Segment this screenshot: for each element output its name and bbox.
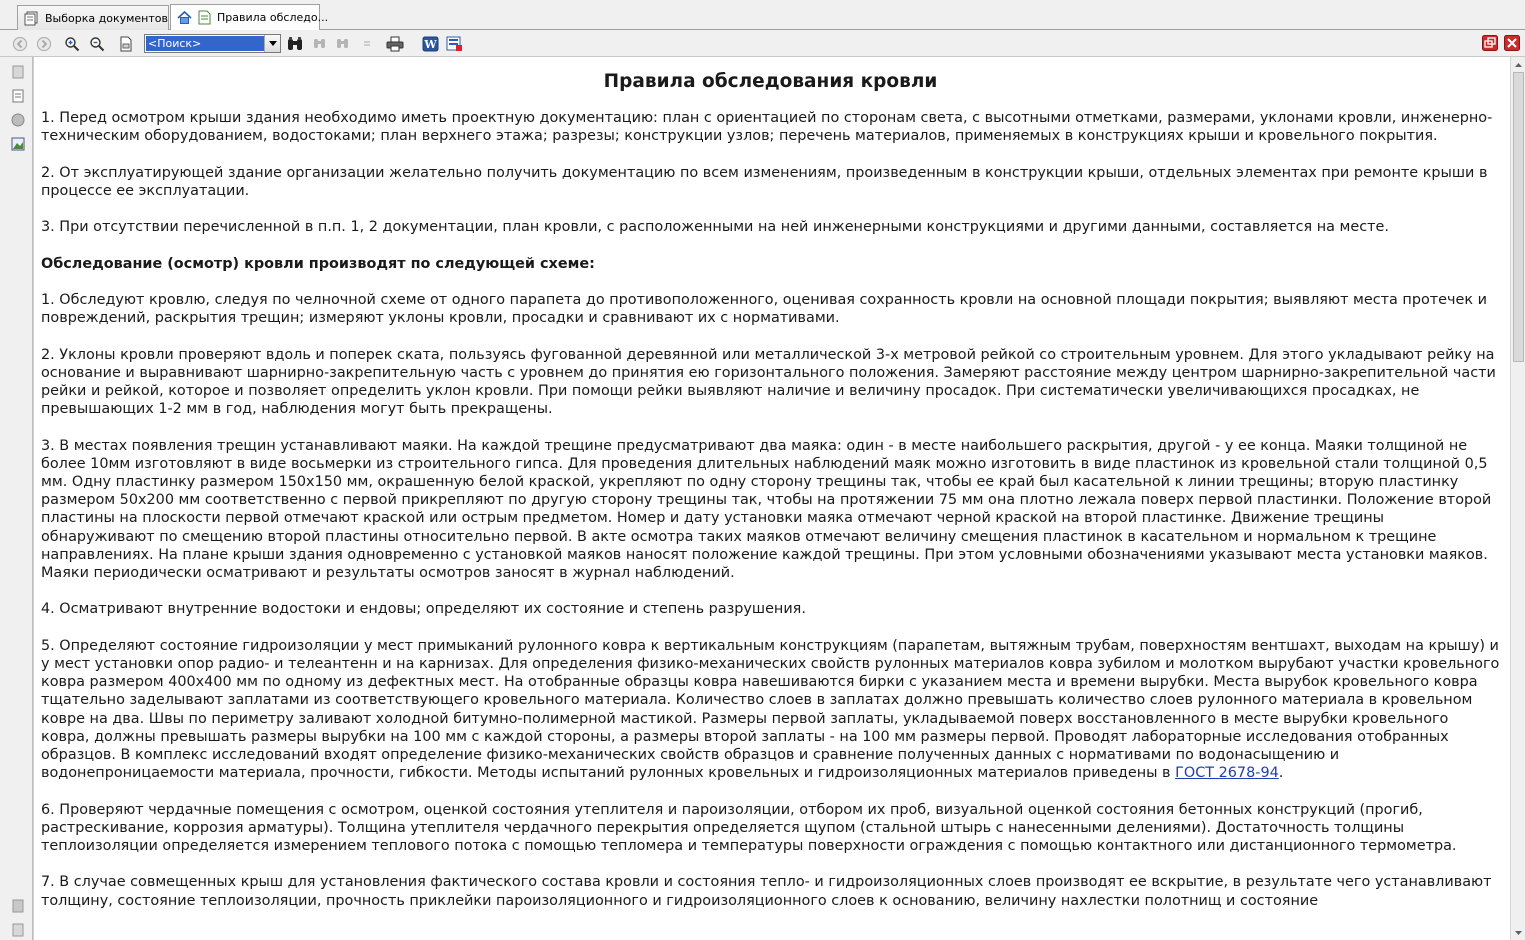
restore-window-button[interactable] xyxy=(1481,35,1498,51)
find-next-icon xyxy=(335,36,351,52)
binoculars-icon xyxy=(286,36,304,52)
paragraph: 2. От эксплуатирующей здание организации желательно получить документацию по всем изменениям, произведенным в конструкции крыши, отдельных элементах при ремонте крыши в процессе ее эксплуатации. xyxy=(41,164,1488,199)
zoom-in-button[interactable] xyxy=(62,34,82,54)
gost-link[interactable]: ГОСТ 2678-94 xyxy=(1175,765,1279,782)
find-next-button[interactable] xyxy=(333,34,353,54)
paragraph xyxy=(41,637,1500,783)
paragraph: 7. В случае совмещенных крыш для установления фактического состава кровли и состояния тепло- и гидроизоляционных слоев производят ее вскрытие, в результате чего устанавливают толщину, состояние теплоизоляции, прочность приклейки пароизоляционного и гидроизоляционного слоев к основанию, величину нахлестки полотнищ и состояние xyxy=(41,874,1492,909)
word-icon xyxy=(422,36,439,52)
chevron-up-icon xyxy=(1515,63,1522,67)
tab-label: Выборка документов xyxy=(45,11,168,25)
chevron-down-icon xyxy=(269,41,277,46)
home-icon xyxy=(177,10,192,25)
document-stack-icon xyxy=(24,11,39,26)
page-setup-button[interactable] xyxy=(116,34,136,54)
search-dropdown-button[interactable] xyxy=(264,35,280,52)
paragraph: 3. В местах появления трещин устанавливают маяки. На каждой трещине предусматривают два маяка: один - в месте наибольшего раскрытия, другой - у ее конца. Маяки толщиной не более 10мм изготовляют в виде восьмерки из строительного гипса. Для проведения длительных наблюдений маяк можно изготовить в виде пластинок из кровельной стали толщиной 0,5 мм. Одну пластинку размером 150х150 мм, окрашенную белой краской, укрепляют по одну сторону трещины так, чтобы ее край был касательной к линии трещины; вторую пластинку размером 50х200 мм соответственно с первой прикрепляют по другую сторону трещины так, чтобы на протяжении 75 мм она плотно лежала поверх первой пластинки. Положение второй пластины на плоскости первой отмечают краской или острым предметом. Номер и дату установки маяка отмечают черной краской на второй пластинке. Движение трещины обнаруживают по смещению второй пластины относительно первой. В акте осмотра таких маяков отмечают величину смещения пластинок в касательном и нормальном к трещине направлениях. На плане крыши здания одновременно с установкой маяков наносят положение каждой трещины. При этом условными обозначениями указывают места установки маяков. Маяки периодически осматривают и результаты осмотров заносят в журнал наблюдений. xyxy=(41,437,1492,581)
panel-icon xyxy=(12,65,24,79)
bookmark-icon xyxy=(446,36,463,52)
panel-icon xyxy=(12,923,24,937)
paragraph: 4. Осматривают внутренние водостоки и ендовы; определяют их состояние и степень разрушения. xyxy=(41,601,806,618)
paragraph-text: 5. Определяют состояние гидроизоляции у мест примыканий рулонного ковра к вертикальным конструкциям (парапетам, вытяжным трубам, поверхностям вентшахт, выходам на крышу) и у мест установки опор радио- и телеантенн и на карнизах. Для определения физико-механических свойств рулонных материалов ковра зубилом и молотком вырубают участки кровельного ковра размером 400х400 мм по одному из дефектных мест. На отобранные образцы ковра навешиваются бирки с указанием места и времени вырубки. Места вырубок кровельного ковра тщательно заделывают заплатами из соответствующего кровельного материала. Количество слоев в заплатах должно превышать количество слоев рулонного материала в кровельном ковре на два. Швы по периметру заливают холодной битумно-полимерной мастикой. Размеры первой заплаты, укладываемой поверх восстановленного в месте вырубки кровельного ковра, должны превышать размеры вырубки на 100 мм с каждой стороны, а размеры второй заплаты - на 100 мм размеры первой. Проводят лабораторные исследования отобранных образцов. В комплекс исследований входят определение физико-механических свойств образцов и сравнение полученных данных с нормативами по водонасыщению и водонепроницаемости материала, прочности, гибкости. Методы испытаний рулонных кровельных и гидроизоляционных материалов приведены в xyxy=(41,637,1500,782)
comment-icon xyxy=(11,113,25,127)
document-view xyxy=(33,57,1510,940)
tab-roof-rules[interactable] xyxy=(170,4,329,30)
vertical-scrollbar[interactable] xyxy=(1510,57,1525,940)
document-info-icon xyxy=(12,89,24,103)
panel-icon xyxy=(12,899,24,913)
close-icon xyxy=(1504,35,1520,51)
find-previous-icon xyxy=(312,36,328,52)
find-prev-button[interactable] xyxy=(310,34,330,54)
zoom-out-button[interactable] xyxy=(87,34,107,54)
section-heading: Обследование (осмотр) кровли производят по следующей схеме: xyxy=(41,255,595,272)
chevron-down-icon xyxy=(1515,931,1522,935)
paragraph: 2. Уклоны кровли проверяют вдоль и поперек ската, пользуясь фугованной деревянной или металлической 3-х метровой рейкой со строительным уровнем. Для этого укладывают рейку на основание и выравнивают шарнирно-закрепительную часть с уровнем до принятия ею горизонтального положения. Замеряют расстояние между центром шарнирно-закрепительной части рейки и рейкой, которое и позволяет определить уклон кровли. При помощи рейки выявляют наличие и величину просадок. При систематически увеличивающихся просадках, не превышающих 1-2 мм в год, наблюдения могут быть прекращены. xyxy=(41,346,1496,418)
search-combobox[interactable] xyxy=(144,34,281,53)
bookmark-button[interactable] xyxy=(444,34,464,54)
doc-info-button[interactable] xyxy=(11,89,25,103)
back-button[interactable] xyxy=(10,34,30,54)
picture-icon xyxy=(11,137,25,151)
forward-icon xyxy=(36,36,52,52)
find-button[interactable] xyxy=(285,34,305,54)
image-button[interactable] xyxy=(11,137,25,151)
comment-button[interactable] xyxy=(11,113,25,127)
tab-document-selection[interactable] xyxy=(17,5,169,30)
paragraph: 3. При отсутствии перечисленной в п.п. 1, 2 документации, план кровли, с расположенными на ней инженерными конструкциями и другими данными, составляется на месте. xyxy=(41,219,1389,236)
paragraph: 1. Обследуют кровлю, следуя по челночной схеме от одного парапета до противоположенного, оценивая сохранность кровли на основной площади покрытия; выявляют места протечек и повреждений, раскрытия трещин; измеряют уклоны кровли, просадки и сравнивают их с нормативами. xyxy=(41,291,1487,327)
panel-toggle-button[interactable] xyxy=(11,65,25,79)
tab-bar xyxy=(0,0,1525,30)
printer-icon xyxy=(386,36,404,52)
zoom-out-icon xyxy=(89,36,105,52)
paragraph-end: . xyxy=(1278,765,1284,782)
paragraph: 6. Проверяют чердачные помещения с осмотром, оценкой состояния утеплителя и пароизоляции, отбором их проб, визуальной оценкой состояния бетонных конструкций (прогиб, растрескивание, коррозия арматуры). Толщина утеплителя чердачного перекрытия определяется щупом (стальной штырь с нанесенными делениями). Достаточность толщины теплоизоляции определяется измерением теплового потока с помощью тепломера и температуры поверхности ограждения с помощью контактного или дистанционного термометра. xyxy=(41,801,1457,854)
paragraph: 1. Перед осмотром крыши здания необходимо иметь проектную документацию: план с ориентацией по сторонам света, с высотными отметками, размерами, уклонами кровли, инженерно-техническим оборудованием, водостоками; план верхнего этажа; разрезы; конструкции узлов; перечень материалов, применяемых в конструкциях крыши и кровельного покрытия. xyxy=(41,110,1493,145)
document-title: Правила обследования кровли xyxy=(603,71,938,92)
print-button[interactable] xyxy=(385,34,405,54)
equals-icon xyxy=(362,36,372,52)
export-word-button[interactable] xyxy=(420,34,440,54)
back-icon xyxy=(12,36,28,52)
document-icon xyxy=(198,10,211,25)
separator-button xyxy=(357,34,377,54)
close-window-button[interactable] xyxy=(1503,35,1520,51)
forward-button[interactable] xyxy=(34,34,54,54)
scrollbar-thumb[interactable] xyxy=(1513,72,1524,362)
restore-icon xyxy=(1482,35,1498,51)
bottom-panel-button-2[interactable] xyxy=(11,923,25,937)
left-tool-strip xyxy=(0,57,33,940)
svg-text:W: W xyxy=(423,38,437,51)
bottom-panel-button-1[interactable] xyxy=(11,899,25,913)
tab-label: Правила обследо... xyxy=(217,11,329,24)
search-input[interactable] xyxy=(146,36,264,51)
zoom-in-icon xyxy=(64,36,80,52)
scroll-up-button[interactable] xyxy=(1511,57,1525,72)
page-icon xyxy=(118,36,134,52)
scroll-down-button[interactable] xyxy=(1511,925,1525,940)
